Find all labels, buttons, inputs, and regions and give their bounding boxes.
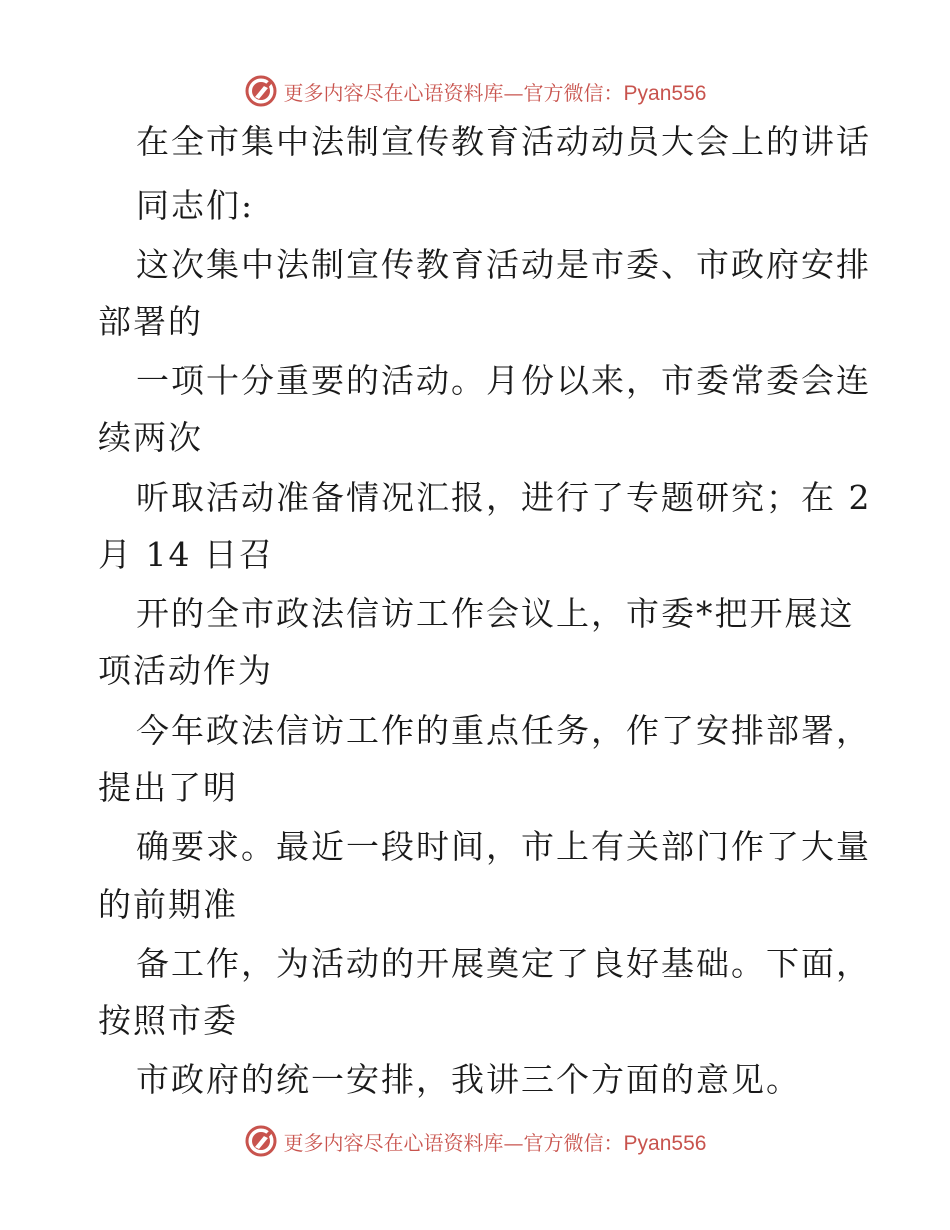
text-line: 市政府的统一安排，我讲三个方面的意见。 xyxy=(136,1060,801,1099)
text-line: 项活动作为 xyxy=(98,651,273,690)
watermark-text: 更多内容尽在心语资料库—官方微信：Pyan556 xyxy=(283,80,707,105)
document-title: 在全市集中法制宣传教育活动动员大会上的讲话 xyxy=(136,122,871,161)
text-line: 一项十分重要的活动。月份以来，市委常委会连 xyxy=(136,361,871,400)
text-line: 确要求。最近一段时间，市上有关部门作了大量 xyxy=(136,827,871,866)
text-line: 听取活动准备情况汇报，进行了专题研究；在 2 xyxy=(136,478,872,517)
pen-nib-circle-icon xyxy=(244,74,278,108)
pen-nib-circle-icon xyxy=(244,1124,278,1158)
text-line: 部署的 xyxy=(98,302,203,341)
text-line: 今年政法信访工作的重点任务，作了安排部署， xyxy=(136,711,871,750)
header-watermark xyxy=(0,71,950,111)
salutation: 同志们: xyxy=(136,186,255,225)
text-line: 备工作，为活动的开展奠定了良好基础。下面， xyxy=(136,944,871,983)
text-line: 月 14 日召 xyxy=(98,535,274,574)
watermark-text: 更多内容尽在心语资料库—官方微信：Pyan556 xyxy=(283,1130,707,1155)
text-line: 续两次 xyxy=(98,418,203,457)
text-line: 的前期准 xyxy=(98,885,238,924)
text-line: 开的全市政法信访工作会议上，市委*把开展这 xyxy=(136,594,855,633)
text-line: 按照市委 xyxy=(98,1001,238,1040)
text-line: 这次集中法制宣传教育活动是市委、市政府安排 xyxy=(136,245,871,284)
footer-watermark xyxy=(0,1121,950,1161)
text-line: 提出了明 xyxy=(98,768,238,807)
